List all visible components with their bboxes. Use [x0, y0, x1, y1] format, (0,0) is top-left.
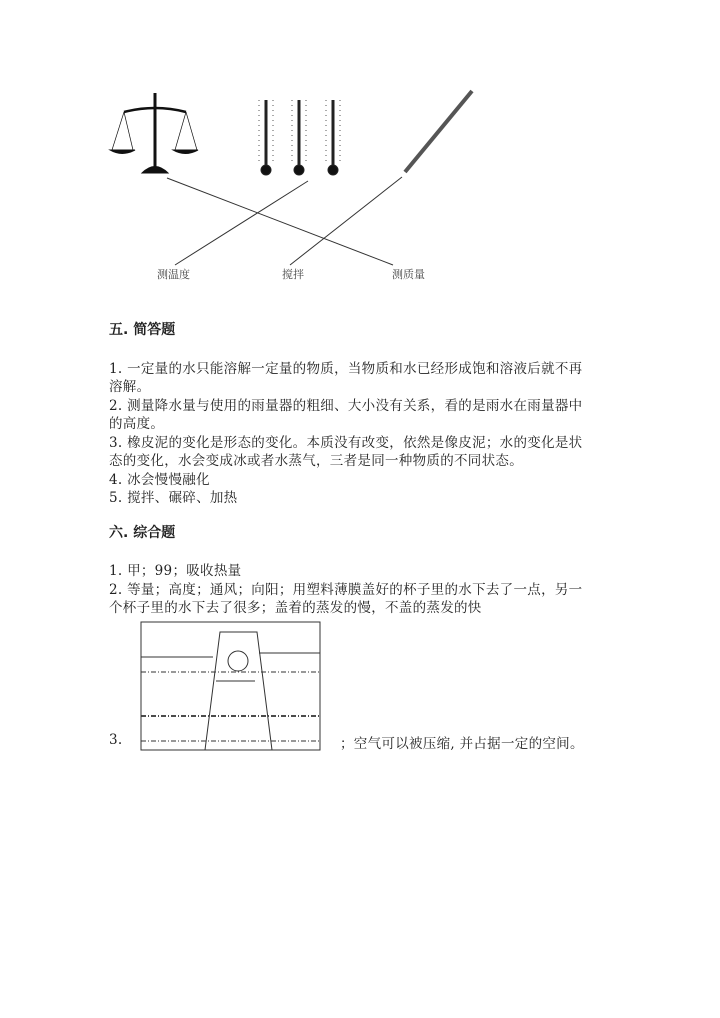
- cup-in-water-diagram: [135, 615, 330, 760]
- q3-answer: ；空气可以被压缩, 并占据一定的空间。: [340, 736, 584, 752]
- matching-figure: [0, 0, 720, 300]
- q3-number: 3.: [109, 732, 123, 748]
- answer-line: 1. 甲；99；吸收热量: [109, 563, 242, 579]
- section6-title: 六. 综合题: [109, 525, 176, 541]
- answer-line: 的高度。: [109, 416, 165, 432]
- balance-scale-icon: [110, 93, 198, 173]
- thermometers-icon: [259, 100, 340, 175]
- answer-line: 1. 一定量的水只能溶解一定量的物质，当物质和水已经形成饱和溶液后就不再: [109, 361, 583, 377]
- answer-line: 4. 冰会慢慢融化: [109, 472, 210, 488]
- answer-line: 溶解。: [109, 379, 151, 395]
- label-measure-mass: 测质量: [392, 268, 425, 281]
- section5-title: 五. 简答题: [109, 322, 176, 338]
- answer-line: 个杯子里的水下去了很多；盖着的蒸发的慢，不盖的蒸发的快: [109, 600, 482, 616]
- answer-line: 2. 测量降水量与使用的雨量器的粗细、大小没有关系，看的是雨水在雨量器中: [109, 398, 583, 414]
- answer-line: 3. 橡皮泥的变化是形态的变化。本质没有改变，依然是像皮泥；水的变化是状: [109, 435, 583, 451]
- answer-line: 5. 搅拌、碾碎、加热: [109, 490, 238, 506]
- glass-rod-icon: [405, 91, 472, 172]
- label-stir: 搅拌: [282, 268, 304, 281]
- label-measure-temperature: 测温度: [157, 268, 190, 281]
- answer-line: 2. 等量；高度；通风；向阳；用塑料薄膜盖好的杯子里的水下去了一点，另一: [109, 582, 583, 598]
- answer-line: 态的变化，水会变成冰或者水蒸气，三者是同一种物质的不同状态。: [109, 453, 523, 469]
